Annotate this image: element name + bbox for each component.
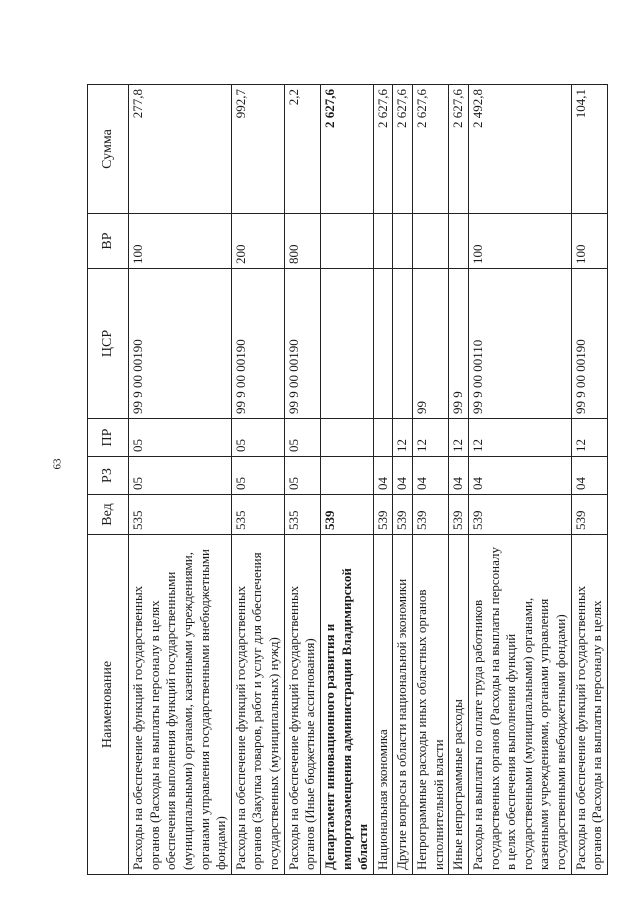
cell-ved: 539 xyxy=(449,495,469,535)
header-vr: ВР xyxy=(88,214,129,269)
cell-pr: 12 xyxy=(449,419,469,457)
cell-csr: 99 9 00 00190 xyxy=(284,269,320,419)
cell-rz: 05 xyxy=(284,457,320,495)
cell-vr xyxy=(320,214,373,269)
table-header-row xyxy=(88,85,129,875)
cell-sum: 2 627,6 xyxy=(449,85,469,214)
cell-name: Департамент инновационного развития и импортозамещения администрации Владимирской области xyxy=(320,535,373,875)
page-number: 63 xyxy=(51,458,64,470)
cell-pr: 12 xyxy=(571,419,607,457)
cell-rz: 04 xyxy=(468,457,571,495)
cell-ved: 535 xyxy=(129,495,232,535)
rotated-page xyxy=(87,85,605,875)
cell-vr xyxy=(393,214,413,269)
cell-name: Расходы на обеспечение функций государственных органов (Расходы на выплаты персоналу в целях обеспечения выполнения функций государственными (муниципальными) органами, казенными учреждениями, органами управления государственными внебюджетными фондами) xyxy=(129,535,232,875)
cell-rz: 05 xyxy=(129,457,232,495)
cell-sum: 2 627,6 xyxy=(320,85,373,214)
cell-pr xyxy=(320,419,373,457)
cell-ved: 539 xyxy=(393,495,413,535)
cell-rz: 04 xyxy=(571,457,607,495)
table-row xyxy=(231,85,284,875)
cell-sum: 2 627,6 xyxy=(373,85,393,214)
table-row xyxy=(571,85,607,875)
cell-pr: 05 xyxy=(284,419,320,457)
cell-sum: 2,2 xyxy=(284,85,320,214)
cell-name: Расходы на обеспечение функций государственных органов (Закупка товаров, работ и услуг для обеспечения государственных (муниципальных) нужд) xyxy=(231,535,284,875)
cell-name: Расходы на обеспечение функций государственных органов (Расходы на выплаты персоналу в целях xyxy=(571,535,607,875)
cell-name: Другие вопросы в области национальной экономики xyxy=(393,535,413,875)
table-row xyxy=(373,85,393,875)
cell-csr xyxy=(393,269,413,419)
cell-sum: 277,8 xyxy=(129,85,232,214)
table-row xyxy=(284,85,320,875)
cell-sum: 104,1 xyxy=(571,85,607,214)
cell-name: Расходы на выплаты по оплате труда работников государственных органов (Расходы на выплаты персоналу в целях обеспечения выполнения функций государственными (муниципальными) органами, казенными учреждениями, органами управления государственными внебюджетными фондами) xyxy=(468,535,571,875)
cell-name: Национальная экономика xyxy=(373,535,393,875)
table-row xyxy=(413,85,449,875)
cell-rz: 04 xyxy=(413,457,449,495)
cell-pr: 12 xyxy=(468,419,571,457)
cell-name: Иные непрограммные расходы xyxy=(449,535,469,875)
cell-vr: 800 xyxy=(284,214,320,269)
cell-ved: 539 xyxy=(413,495,449,535)
cell-csr: 99 xyxy=(413,269,449,419)
cell-sum: 992,7 xyxy=(231,85,284,214)
cell-rz xyxy=(320,457,373,495)
cell-csr: 99 9 xyxy=(449,269,469,419)
cell-csr xyxy=(320,269,373,419)
cell-vr: 200 xyxy=(231,214,284,269)
cell-ved: 539 xyxy=(571,495,607,535)
cell-csr: 99 9 00 00110 xyxy=(468,269,571,419)
cell-csr: 99 9 00 00190 xyxy=(231,269,284,419)
cell-pr: 05 xyxy=(231,419,284,457)
header-name: Наименование xyxy=(88,535,129,875)
cell-rz: 04 xyxy=(449,457,469,495)
cell-pr: 05 xyxy=(129,419,232,457)
cell-vr: 100 xyxy=(129,214,232,269)
cell-vr xyxy=(449,214,469,269)
cell-vr xyxy=(373,214,393,269)
cell-ved: 539 xyxy=(468,495,571,535)
cell-ved: 535 xyxy=(284,495,320,535)
header-pr: ПР xyxy=(88,419,129,457)
cell-sum: 2 627,6 xyxy=(393,85,413,214)
cell-vr: 100 xyxy=(571,214,607,269)
header-sum: Сумма xyxy=(88,85,129,214)
cell-csr xyxy=(373,269,393,419)
header-csr: ЦСР xyxy=(88,269,129,419)
cell-rz: 05 xyxy=(231,457,284,495)
cell-pr: 12 xyxy=(413,419,449,457)
cell-ved: 539 xyxy=(320,495,373,535)
table-row xyxy=(468,85,571,875)
table-row-department xyxy=(320,85,373,875)
cell-name: Расходы на обеспечение функций государственных органов (Иные бюджетные ассигнования) xyxy=(284,535,320,875)
cell-vr xyxy=(413,214,449,269)
cell-vr: 100 xyxy=(468,214,571,269)
cell-csr: 99 9 00 00190 xyxy=(129,269,232,419)
cell-csr: 99 9 00 00190 xyxy=(571,269,607,419)
cell-rz: 04 xyxy=(393,457,413,495)
table-row xyxy=(393,85,413,875)
header-ved: Вед xyxy=(88,495,129,535)
cell-rz: 04 xyxy=(373,457,393,495)
cell-ved: 535 xyxy=(231,495,284,535)
cell-pr: 12 xyxy=(393,419,413,457)
budget-table xyxy=(87,84,608,875)
cell-sum: 2 627,6 xyxy=(413,85,449,214)
table-row xyxy=(129,85,232,875)
header-rz: РЗ xyxy=(88,457,129,495)
cell-name: Непрограммные расходы иных областных органов исполнительной власти xyxy=(413,535,449,875)
cell-pr xyxy=(373,419,393,457)
cell-ved: 539 xyxy=(373,495,393,535)
cell-sum: 2 492,8 xyxy=(468,85,571,214)
table-row xyxy=(449,85,469,875)
